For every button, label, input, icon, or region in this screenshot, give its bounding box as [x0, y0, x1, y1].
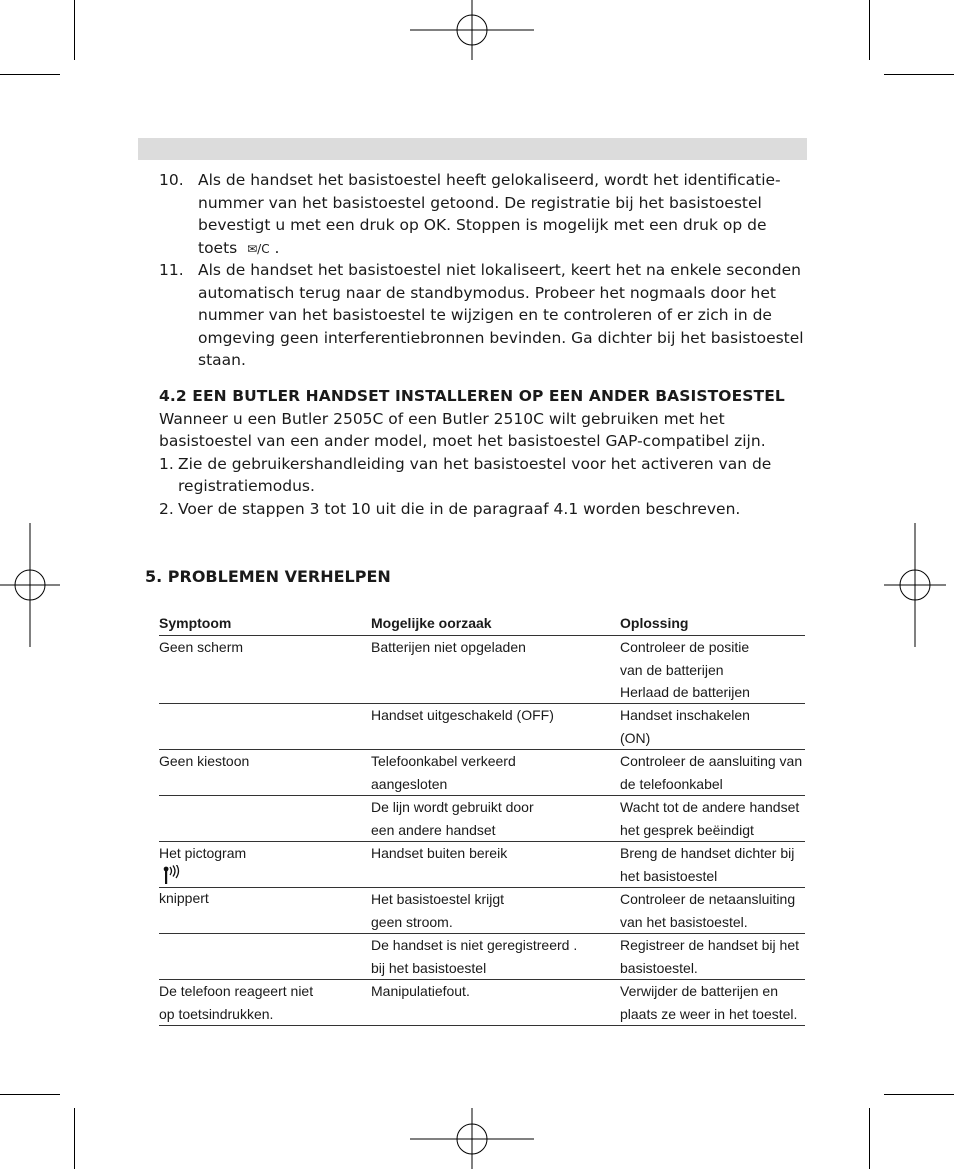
cell-line: Batterijen niet opgeladen	[371, 639, 526, 655]
table-row	[159, 888, 805, 934]
step-number: 2.	[159, 499, 174, 518]
table-row	[159, 980, 805, 1026]
troubleshooting-table	[159, 612, 805, 1026]
column-header: Oplossing	[620, 615, 689, 631]
step-number: 10.	[159, 171, 184, 189]
cell-line: een andere handset	[371, 821, 496, 838]
table-row	[159, 750, 805, 796]
column-header: Symptoom	[159, 615, 232, 631]
cell-line: Controleer de positie	[620, 639, 750, 655]
column-header: Mogelijke oorzaak	[371, 615, 492, 631]
intro-line: basistoestel van een ander model, moet het basistoestel GAP-compatibel zijn.	[159, 432, 766, 451]
step-text: toets	[198, 238, 238, 257]
step-line: registratiemodus.	[178, 477, 315, 496]
section-4-2	[159, 385, 819, 521]
step-line: nummer van het basistoestel getoond. De registratie bij het basistoestel	[198, 193, 762, 212]
step-line: omgeving geen interferentiebronnen bevinden. Ga dichter bij het basistoestel	[198, 328, 804, 347]
cell-line: bij het basistoestel	[371, 959, 487, 976]
cell-line: Handset buiten bereik	[371, 845, 508, 861]
cell-line: Breng de handset dichter bij	[620, 845, 795, 861]
cell-line: Het basistoestel krijgt	[371, 891, 505, 907]
cell-line: Herlaad de batterijen	[620, 684, 750, 700]
cell-line: De telefoon reageert niet	[159, 983, 314, 999]
cause-cell	[371, 842, 611, 865]
antenna-signal-icon	[163, 865, 181, 885]
cell-line: basistoestel.	[620, 959, 698, 976]
registration-mark-bottom	[410, 1108, 534, 1169]
solution-cell	[620, 636, 810, 704]
solution-cell	[620, 704, 810, 749]
cause-cell	[371, 934, 611, 979]
crop-mark	[884, 74, 954, 75]
cell-line: Handset uitgeschakeld (OFF)	[371, 707, 554, 723]
section-heading: 4.2 EEN BUTLER HANDSET INSTALLEREN OP EEN ANDER BASISTOESTEL	[159, 387, 785, 405]
crop-mark	[74, 1108, 75, 1169]
solution-cell	[620, 796, 810, 841]
solution-cell	[620, 750, 810, 795]
crop-mark	[869, 1108, 870, 1169]
step-line-last	[198, 237, 809, 261]
cell-text: knippert	[159, 890, 209, 906]
step-text: .	[274, 238, 280, 257]
step-line: automatisch terug naar de standbymodus. Probeer het nogmaals door het	[198, 283, 776, 302]
step-2	[159, 498, 819, 521]
section-heading: 5. PROBLEMEN VERHELPEN	[145, 567, 391, 586]
step-1	[159, 453, 819, 498]
table-row	[159, 636, 805, 704]
cell-line: Manipulatiefout.	[371, 983, 470, 999]
cell-line: (ON)	[620, 729, 651, 746]
crop-mark	[0, 1094, 60, 1095]
step-line: nummer van het basistoestel te wijzigen en te controleren of er zich in de	[198, 306, 772, 325]
step-line: staan.	[198, 351, 246, 370]
cause-cell	[371, 888, 611, 933]
cell-line: Handset inschakelen	[620, 707, 750, 723]
cell-line: Controleer de netaansluiting	[620, 891, 796, 907]
cell-line: geen stroom.	[371, 913, 453, 930]
symptom-cell	[159, 750, 364, 773]
intro-line: Wanneer u een Butler 2505C of een Butler 2510C wilt gebruiken met het	[159, 409, 725, 428]
cell-line: De handset is niet geregistreerd .	[371, 937, 578, 953]
table-row	[159, 796, 805, 842]
step-number: 11.	[159, 261, 184, 279]
cell-line: Registreer de handset bij het	[620, 937, 799, 953]
crop-mark	[0, 74, 60, 75]
table-row	[159, 704, 805, 750]
cell-line: van de batterijen	[620, 661, 724, 678]
step-line: bevestigt u met een druk op OK. Stoppen is mogelijk met een druk op de	[198, 216, 767, 235]
cell-line: De lijn wordt gebruikt door	[371, 799, 534, 815]
cell-line: Geen scherm	[159, 639, 244, 655]
cell-line: Wacht tot de andere handset	[620, 799, 800, 815]
step-10	[159, 169, 809, 260]
table-row	[159, 934, 805, 980]
crop-mark	[869, 0, 870, 60]
solution-cell	[620, 888, 810, 933]
registration-mark-right	[884, 523, 946, 647]
cause-cell	[371, 750, 611, 795]
header-bar	[138, 138, 807, 160]
crop-mark	[74, 0, 75, 60]
step-line: Zie de gebruikershandleiding van het basistoestel voor het activeren van de	[178, 454, 772, 473]
cell-line: van het basistoestel.	[620, 913, 748, 930]
cell-line: plaats ze weer in het toestel.	[620, 1005, 798, 1022]
solution-cell	[620, 980, 810, 1025]
cell-line: Controleer de aansluiting van	[620, 753, 803, 769]
step-11	[159, 259, 809, 372]
key-symbol: ✉/C	[247, 241, 270, 256]
cause-cell	[371, 704, 611, 727]
crop-mark	[884, 1094, 954, 1095]
cell-line: Geen kiestoon	[159, 753, 250, 769]
symptom-cell	[159, 636, 364, 659]
solution-cell	[620, 934, 810, 979]
cell-line: Verwijder de batterijen en	[620, 983, 778, 999]
step-number: 1.	[159, 454, 174, 473]
step-line: Voer de stappen 3 tot 10 uit die in de paragraaf 4.1 worden beschreven.	[178, 499, 741, 518]
cause-cell	[371, 636, 611, 659]
cell-line: de telefoonkabel	[620, 775, 723, 792]
step-line: Als de handset het basistoestel heeft gelokaliseerd, wordt het identificatie-	[198, 171, 781, 189]
cell-line: het basistoestel	[620, 867, 718, 884]
cause-cell	[371, 796, 611, 841]
solution-cell	[620, 842, 810, 887]
registration-mark-left	[0, 523, 62, 647]
cell-line: aangesloten	[371, 775, 448, 792]
cell-line: Telefoonkabel verkeerd	[371, 753, 516, 769]
registration-mark-top	[410, 0, 534, 62]
cell-text: Het pictogram	[159, 845, 247, 861]
step-line: Als de handset het basistoestel niet lokaliseert, keert het na enkele seconden	[198, 261, 801, 279]
cause-cell	[371, 980, 611, 1003]
symptom-cell	[159, 980, 364, 1025]
cell-line: op toetsindrukken.	[159, 1005, 274, 1022]
table-header-row	[159, 612, 805, 636]
cell-line: het gesprek beëindigt	[620, 821, 754, 838]
